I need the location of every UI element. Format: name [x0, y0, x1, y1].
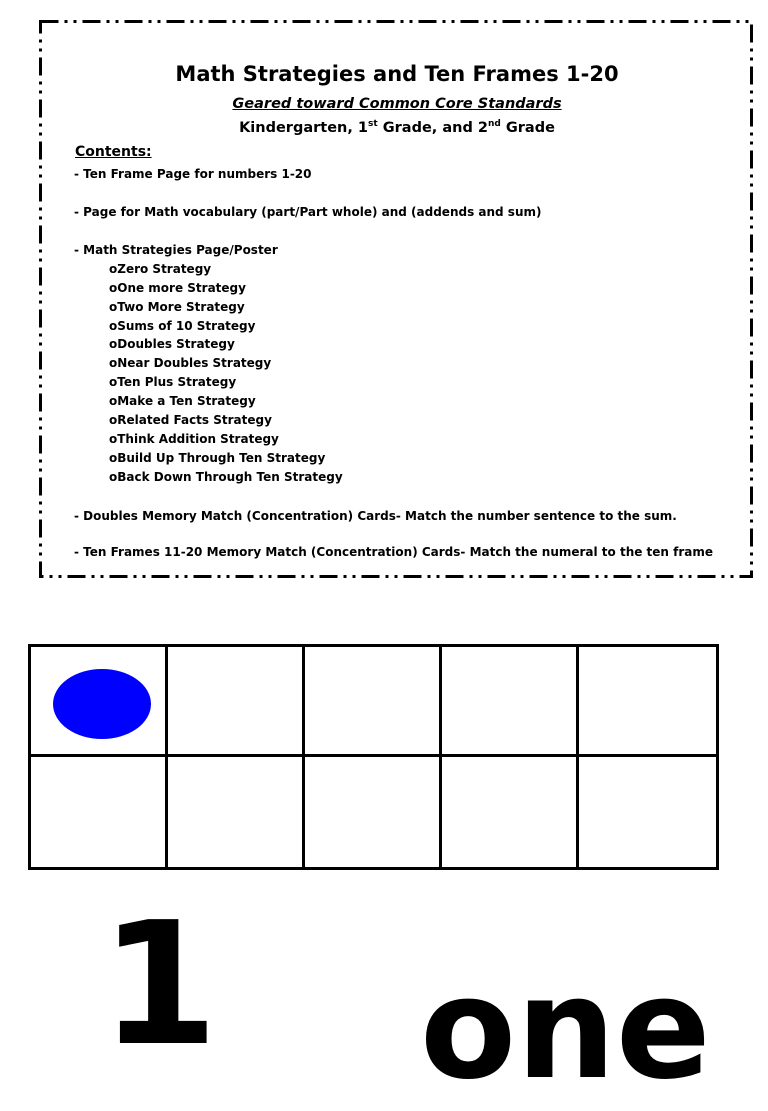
- contents-item: - Doubles Memory Match (Concentration) Cards- Match the number sentence to the sum.: [74, 509, 677, 523]
- ten-frame-cell: [579, 647, 716, 757]
- strategy-item: oBack Down Through Ten Strategy: [109, 470, 343, 484]
- strategy-item: oMake a Ten Strategy: [109, 394, 256, 408]
- contents-item: - Ten Frame Page for numbers 1-20: [74, 167, 312, 181]
- number-word: one: [420, 948, 711, 1111]
- grade-levels: [0, 119, 768, 136]
- grades-part-2: Grade, and 2: [377, 119, 488, 136]
- ten-frame-cell: [442, 757, 579, 867]
- grades-sup-2: nd: [487, 119, 501, 129]
- strategy-item: oTen Plus Strategy: [109, 375, 237, 389]
- ten-frame-cell: [579, 757, 716, 867]
- ten-frame-cell: [442, 647, 579, 757]
- grades-sup-1: st: [368, 119, 378, 129]
- strategy-item: oNear Doubles Strategy: [109, 356, 272, 370]
- ten-frame-cell: [31, 647, 168, 757]
- strategy-item: oOne more Strategy: [109, 281, 246, 295]
- contents-item: - Page for Math vocabulary (part/Part whole) and (addends and sum): [74, 205, 542, 219]
- ten-frame-cell: [168, 757, 305, 867]
- ten-frame-cell: [31, 757, 168, 867]
- ten-frame-cell: [305, 757, 442, 867]
- ten-frame-cell: [168, 647, 305, 757]
- counter-dot: [53, 669, 151, 739]
- strategy-item: oTwo More Strategy: [109, 300, 245, 314]
- strategy-item: oZero Strategy: [109, 262, 212, 276]
- numeral: 1: [100, 886, 219, 1084]
- strategy-item: oThink Addition Strategy: [109, 432, 279, 446]
- ten-frame: [28, 644, 719, 870]
- strategy-item: oBuild Up Through Ten Strategy: [109, 451, 326, 465]
- strategy-item: oRelated Facts Strategy: [109, 413, 272, 427]
- contents-heading: Contents:: [75, 144, 152, 160]
- contents-item: - Ten Frames 11-20 Memory Match (Concentration) Cards- Match the numeral to the ten frame: [74, 545, 714, 559]
- grades-part-3: Grade: [500, 119, 555, 136]
- ten-frame-cell: [305, 647, 442, 757]
- contents-item: - Math Strategies Page/Poster: [74, 243, 278, 257]
- subtitle: Geared toward Common Core Standards: [232, 96, 562, 112]
- strategy-item: oDoubles Strategy: [109, 337, 235, 351]
- grades-part-1: Kindergarten, 1: [239, 119, 369, 136]
- page-title: Math Strategies and Ten Frames 1-20: [175, 62, 619, 86]
- strategy-item: oSums of 10 Strategy: [109, 319, 256, 333]
